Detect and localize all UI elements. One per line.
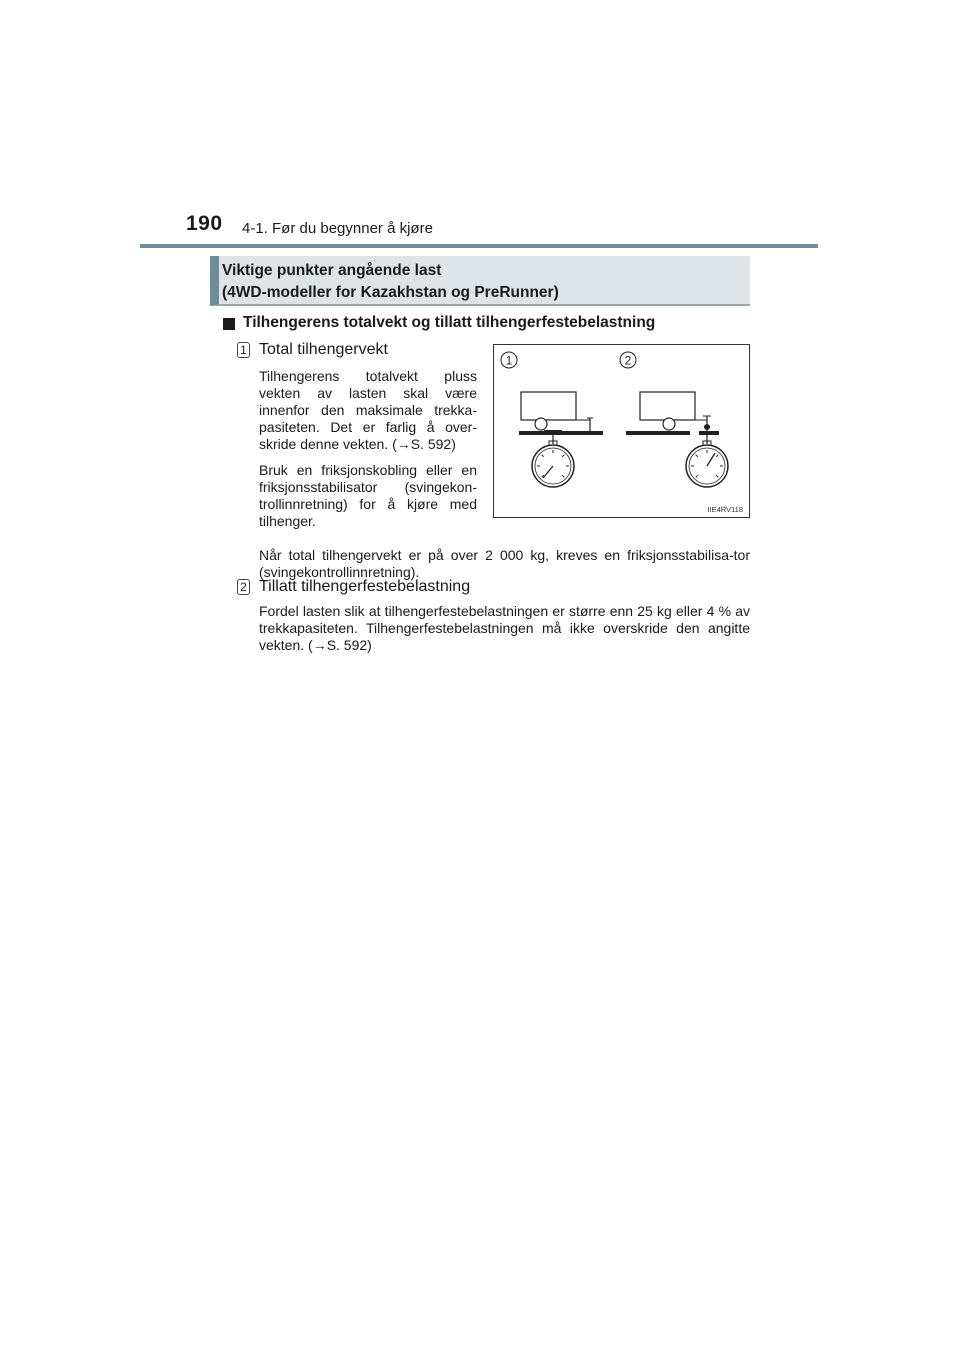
header-divider (140, 244, 818, 248)
paragraph: Bruk en friksjonskobling eller en friksjonsstabilisator (svingekon-trollinnretning) for å kjøre med tilhenger. (259, 462, 477, 529)
trailer-right-icon (626, 392, 719, 435)
section-heading-line1: Viktige punkter angående last (222, 262, 442, 279)
section-heading-line2: (4WD-modeller for Kazakhstan og PreRunner) (222, 284, 559, 301)
trailer-scale-illustration (493, 344, 750, 518)
callout-1 (501, 352, 517, 368)
callout-2 (620, 352, 636, 368)
scale-gauge-right-icon (686, 435, 728, 487)
item-number-badge: 2 (237, 579, 250, 595)
chapter-title: 4-1. Før du begynner å kjøre (242, 220, 433, 237)
scale-gauge-left-icon (532, 435, 574, 487)
item-title-tongue-weight: Tillatt tilhengerfestebelastning (259, 578, 471, 595)
subheading: Tilhengerens totalvekt og tillatt tilhengerfestebelastning (243, 314, 656, 331)
item-number-badge: 1 (237, 342, 250, 358)
callout-1-label: 1 (505, 353, 513, 368)
paragraph: Tilhengerens totalvekt pluss vekten av lasten skal være innenfor den maksimale trekka-pasiteten. Det er farlig å over-skride denne vekten. (→S. 592) (259, 368, 477, 452)
figure-code: IIE4RV118 (707, 505, 743, 514)
paragraph: Når total tilhengervekt er på over 2 000 kg, kreves en friksjonsstabilisa-tor (svingekontrollinnretning). (259, 547, 750, 580)
paragraph: Fordel lasten slik at tilhengerfestebelastningen er større enn 25 kg eller 4 % av trekkapasiteten. Tilhengerfestebelastningen må ikke overskride den angitte vekten. (→S. 592) (259, 603, 750, 653)
subheading-square-icon (223, 318, 235, 330)
callout-2-label: 2 (624, 353, 632, 368)
trailer-diagram (494, 345, 749, 517)
page-number: 190 (186, 212, 223, 235)
trailer-left-icon (519, 392, 603, 435)
item-title-total-trailer-weight: Total tilhengervekt (259, 341, 388, 358)
